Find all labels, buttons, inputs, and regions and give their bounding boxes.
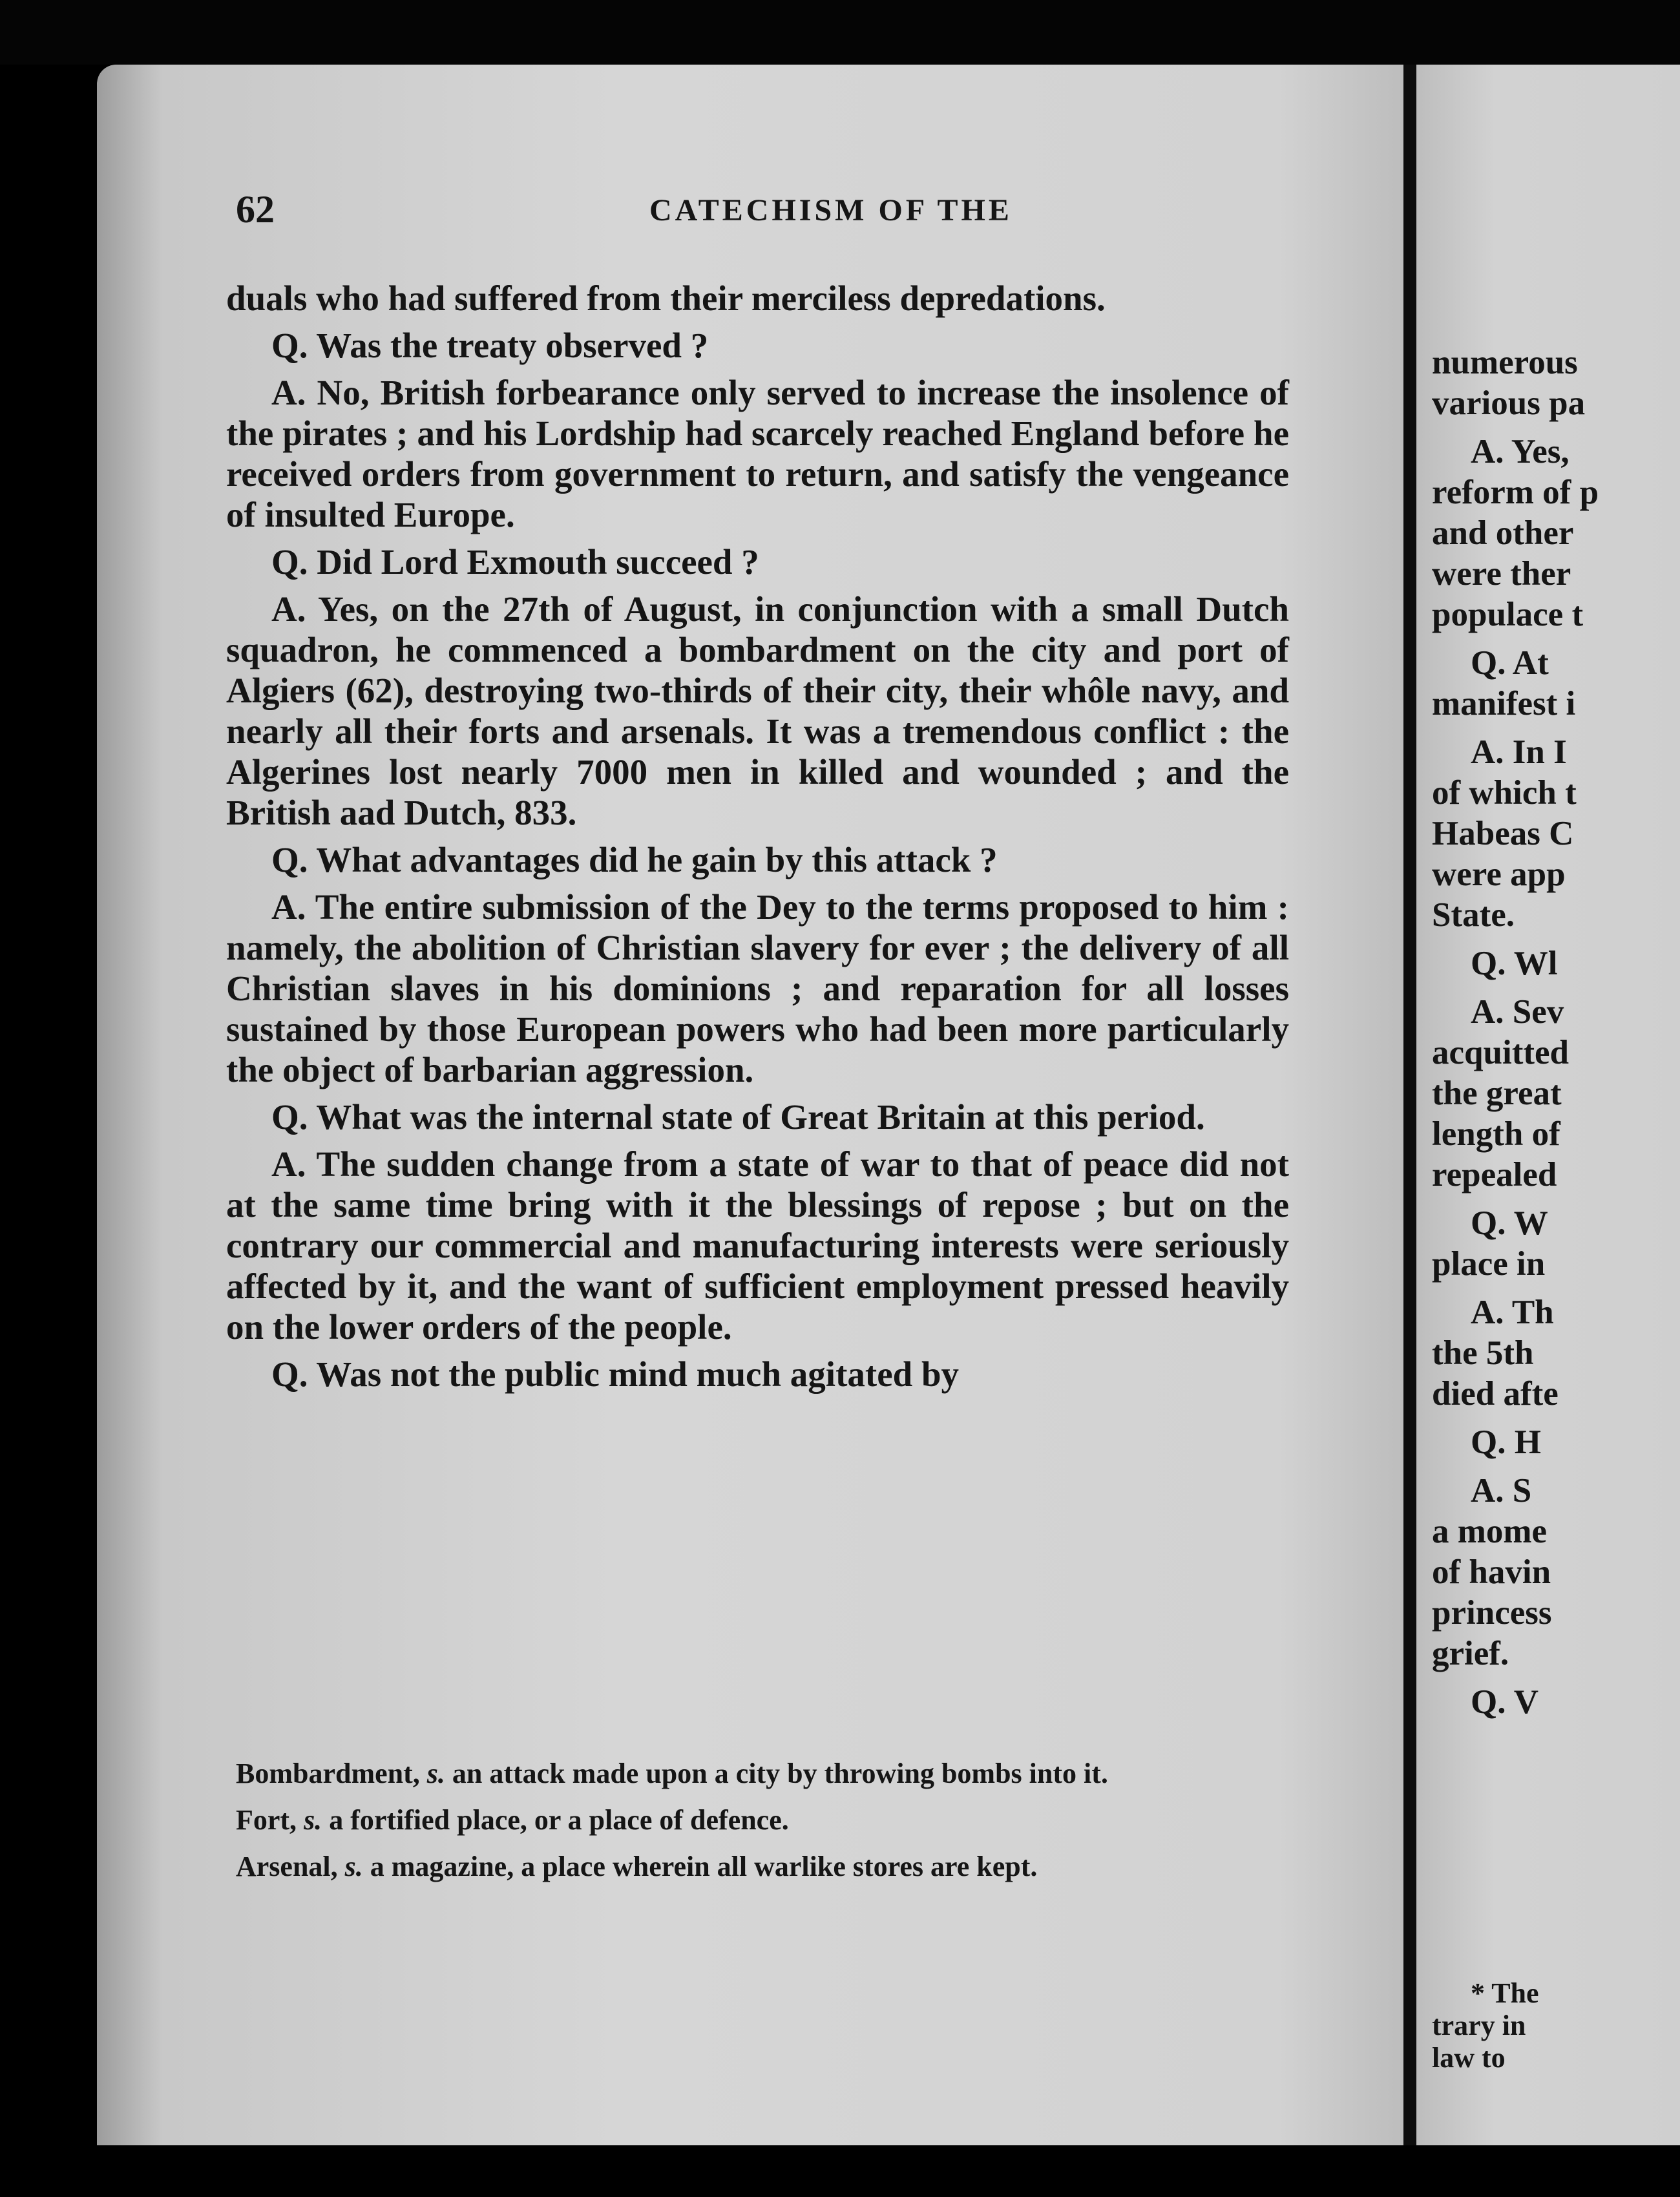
glossary-definition: a magazine, a place wherein all warlike stores are kept. bbox=[370, 1851, 1038, 1882]
facing-line: various pa bbox=[1432, 384, 1586, 422]
facing-line: acquitted bbox=[1432, 1034, 1569, 1071]
glossary-part-of-speech: s. bbox=[426, 1758, 445, 1789]
line-gap bbox=[1432, 1674, 1680, 1682]
answer-label: A. bbox=[271, 373, 317, 412]
facing-line: length of bbox=[1432, 1115, 1560, 1153]
line-gap bbox=[1432, 424, 1680, 432]
line-gap bbox=[1432, 635, 1680, 643]
facing-line: place in bbox=[1432, 1245, 1546, 1283]
facing-line: A. S bbox=[1471, 1472, 1532, 1509]
answer-label: A. bbox=[271, 589, 318, 629]
facing-line: Q. H bbox=[1471, 1424, 1541, 1461]
question-label: Q. bbox=[271, 1097, 317, 1137]
line-gap bbox=[1432, 1195, 1680, 1203]
glossary-term: Arsenal, bbox=[236, 1851, 338, 1882]
glossary-entry bbox=[236, 1851, 1276, 1883]
glossary-definition: an attack made upon a city by throwing bombs into it. bbox=[452, 1758, 1108, 1789]
line-gap bbox=[1432, 1463, 1680, 1471]
facing-line: were ther bbox=[1432, 555, 1571, 593]
paragraph-text: duals who had suffered from their merciless depredations. bbox=[226, 279, 1106, 318]
paragraph-text: The entire submission of the Dey to the terms proposed to him : namely, the abolition of Christian slavery for ever ; the delivery of all Christian slaves in his dominions ; and reparation for all losses sustained by those European powers who had been more particularly the object of barbarian aggression. bbox=[226, 887, 1289, 1089]
facing-line: Habeas C bbox=[1432, 815, 1574, 852]
facing-line: A. Sev bbox=[1471, 993, 1564, 1031]
answer-paragraph bbox=[226, 1144, 1289, 1347]
facing-line: grief. bbox=[1432, 1635, 1509, 1672]
facing-line: State. bbox=[1432, 896, 1515, 934]
paragraph-text: What advantages did he gain by this attack ? bbox=[316, 840, 998, 879]
line-gap bbox=[1432, 724, 1680, 732]
facing-line: A. Th bbox=[1471, 1294, 1554, 1331]
facing-footnote-line: law to bbox=[1432, 2042, 1506, 2074]
paragraph-text: What was the internal state of Great Britain at this period. bbox=[316, 1097, 1205, 1137]
question-paragraph bbox=[226, 325, 1289, 366]
left-page bbox=[97, 65, 1409, 2145]
paragraph-text: Yes, on the 27th of August, in conjunction with a small Dutch squadron, he commenced a bombardment on the city and port of Algiers (62), destroying two-thirds of their city, their whôle navy, and nearly all their forts and arsenals. It was a tremendous conflict : the Algerines lost nearly 7000 men in killed and wounded ; and the British aad Dutch, 833. bbox=[226, 589, 1289, 832]
line-gap bbox=[1432, 984, 1680, 992]
glossary-term: Fort, bbox=[236, 1804, 297, 1836]
facing-line: manifest i bbox=[1432, 685, 1576, 722]
question-label: Q. bbox=[271, 840, 317, 879]
facing-line: A. Yes, bbox=[1471, 433, 1570, 470]
facing-line: princess bbox=[1432, 1594, 1552, 1632]
line-gap bbox=[1432, 1414, 1680, 1422]
scan-border-top bbox=[0, 0, 1680, 65]
facing-line: Q. At bbox=[1471, 644, 1549, 682]
question-label: Q. bbox=[271, 542, 317, 582]
page-header bbox=[236, 187, 1383, 239]
facing-page bbox=[1416, 65, 1680, 2145]
facing-page-footnote bbox=[1432, 1977, 1680, 2074]
glossary-definition: a fortified place, or a place of defence. bbox=[329, 1804, 789, 1836]
answer-paragraph bbox=[226, 372, 1289, 535]
line-gap bbox=[1432, 1285, 1680, 1292]
glossary-entry bbox=[236, 1758, 1276, 1790]
facing-line: a mome bbox=[1432, 1513, 1548, 1550]
question-label: Q. bbox=[271, 1354, 317, 1394]
continued-paragraph bbox=[226, 278, 1289, 319]
answer-label: A. bbox=[271, 1144, 317, 1184]
page-number: 62 bbox=[236, 188, 275, 231]
facing-line: the great bbox=[1432, 1075, 1562, 1112]
scan-border-bottom bbox=[0, 2145, 1680, 2197]
answer-label: A. bbox=[271, 887, 315, 927]
facing-line: Q. W bbox=[1471, 1204, 1548, 1242]
paragraph-text: The sudden change from a state of war to that of peace did not at the same time bring with it the blessings of repose ; but on the contrary our commercial and manufacturing interests were seriously affected by it, and the want of sufficient employment pressed heavily on the lower orders of the people. bbox=[226, 1144, 1289, 1347]
question-paragraph bbox=[226, 839, 1289, 880]
body-text bbox=[226, 278, 1289, 1401]
answer-paragraph bbox=[226, 589, 1289, 833]
book-gutter bbox=[1403, 65, 1416, 2152]
facing-line: of which t bbox=[1432, 774, 1577, 812]
facing-line: reform of p bbox=[1432, 474, 1599, 511]
running-head: CATECHISM OF THE bbox=[649, 193, 1013, 227]
question-label: Q. bbox=[271, 326, 317, 365]
paragraph-text: Did Lord Exmouth succeed ? bbox=[317, 542, 759, 582]
facing-line: repealed bbox=[1432, 1156, 1557, 1193]
glossary-footnotes bbox=[236, 1758, 1276, 1897]
facing-line: and other bbox=[1432, 514, 1574, 552]
facing-line: were app bbox=[1432, 856, 1566, 893]
glossary-term: Bombardment, bbox=[236, 1758, 420, 1789]
facing-footnote-line: trary in bbox=[1432, 2010, 1526, 2041]
glossary-part-of-speech: s. bbox=[304, 1804, 322, 1836]
question-paragraph bbox=[226, 1354, 1289, 1394]
facing-line: of havin bbox=[1432, 1553, 1551, 1591]
facing-line: populace t bbox=[1432, 596, 1584, 633]
facing-line: Q. V bbox=[1471, 1683, 1539, 1721]
question-paragraph bbox=[226, 541, 1289, 582]
question-paragraph bbox=[226, 1097, 1289, 1137]
facing-line: died afte bbox=[1432, 1375, 1559, 1413]
line-gap bbox=[1432, 936, 1680, 943]
facing-line: numerous bbox=[1432, 344, 1578, 381]
facing-line: A. In I bbox=[1471, 733, 1567, 771]
glossary-part-of-speech: s. bbox=[344, 1851, 363, 1882]
facing-footnote-line: * The bbox=[1471, 1977, 1539, 2009]
answer-paragraph bbox=[226, 887, 1289, 1090]
paragraph-text: Was not the public mind much agitated by bbox=[316, 1354, 960, 1394]
paragraph-text: Was the treaty observed ? bbox=[316, 326, 709, 365]
facing-page-text bbox=[1432, 342, 1680, 1723]
facing-line: the 5th bbox=[1432, 1334, 1534, 1372]
glossary-entry bbox=[236, 1804, 1276, 1836]
facing-line: Q. Wl bbox=[1471, 945, 1558, 982]
paragraph-text: No, British forbearance only served to increase the insolence of the pirates ; and his Lordship had scarcely reached England before he received orders from government to return, and satisfy the vengeance of insulted Europe. bbox=[226, 373, 1289, 534]
